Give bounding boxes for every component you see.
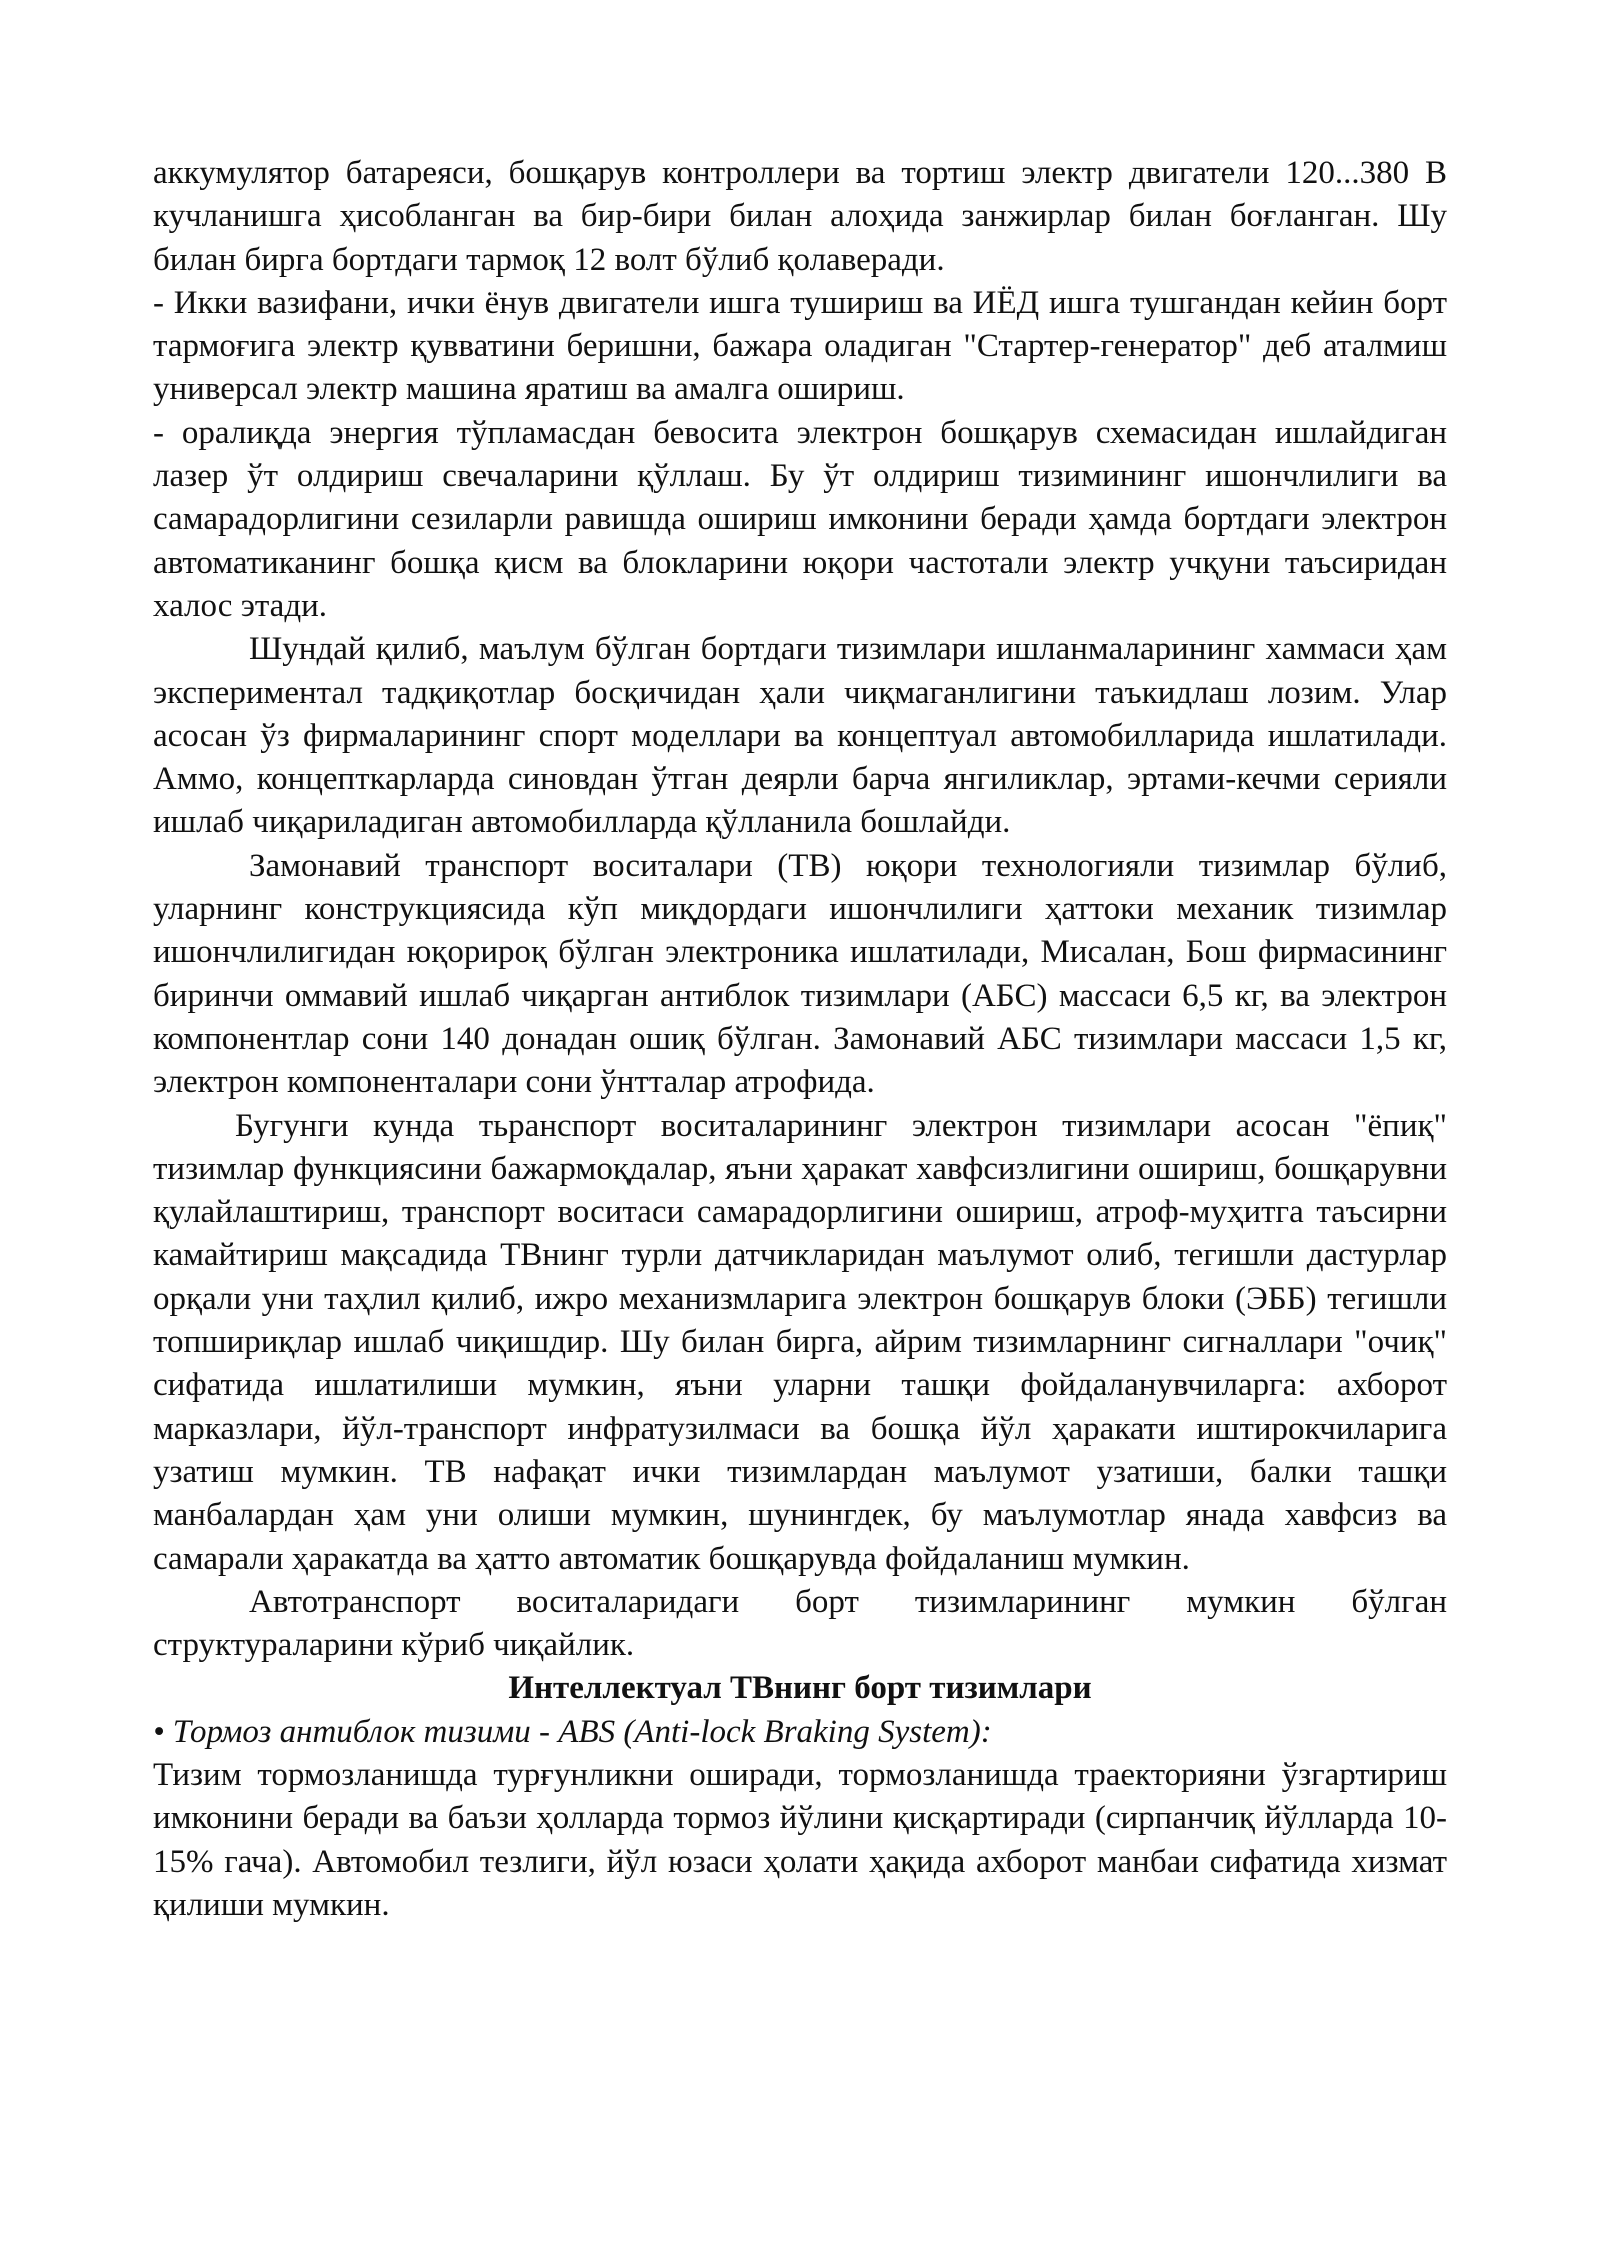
paragraph-3: - оралиқда энергия тўпламасдан бевосита электрон бошқарув схемасидан ишлайдиган лазер ўт олдириш свечаларини қўллаш. Бу ўт олдириш тизимининг ишончлилиги ва самарадорлигини сезиларли равишда ошириш имконини беради ҳамда бортдаги электрон автоматиканинг бошқа қисм ва блокларини юқори частотали электр учқуни таъсиридан халос этади. xyxy=(153,414,1447,624)
document-page xyxy=(153,152,1447,1927)
paragraph-4: Шундай қилиб, маълум бўлган бортдаги тизимлари ишланмаларининг хаммаси ҳам экспериментал тадқиқотлар босқичидан ҳали чиқмаганлигини таъкидлаш лозим. Улар асосан ўз фирмаларининг спорт моделлари ва концептуал автомобилларида ишлатилади. Аммо, концепткарларда синовдан ўтган деярли барча янгиликлар, эртами-кечми серияли ишлаб чиқариладиган автомобилларда қўлланила бошлайди. xyxy=(153,631,1447,841)
paragraph-6: Бугунги кунда тьранспорт воситаларининг электрон тизимлари асосан "ёпиқ" тизимлар функциясини бажармоқдалар, яъни ҳаракат хавфсизлигини ошириш, бошқарувни қулайлаштириш, транспорт воситаси самарадорлигини ошириш, атроф-муҳитга таъсирни камайтириш мақсадида ТВнинг турли датчикларидан маълумот олиб, тегишли дастурлар орқали уни таҳлил қилиб, ижро механизмларига электрон бошқарув блоки (ЭББ) тегишли топшириқлар ишлаб чиқишдир. Шу билан бирга, айрим тизимларнинг сигналлари "очиқ" сифатида ишлатилиши мумкин, яъни уларни ташқи фойдаланувчиларга: ахборот марказлари, йўл-транспорт инфратузилмаси ва бошқа йўл ҳаракати иштирокчиларига узатиш мумкин. ТВ нафақат ички тизимлардан маълумот узатиши, балки ташқи манбалардан ҳам уни олиши мумкин, шунингдек, бу маълумотлар янада хавфсиз ва самарали ҳаракатда ва ҳатто автоматик бошқарувда фойдаланиш мумкин. xyxy=(153,1107,1447,1577)
section-heading: Интеллектуал ТВнинг борт тизимлари xyxy=(508,1670,1092,1707)
paragraph-2: - Икки вазифани, ички ёнув двигатели ишга тушириш ва ИЁД ишга тушгандан кейин борт тармоғига электр қувватини беришни, бажара оладиган "Стартер-генератор" деб аталмиш универсал электр машина яратиш ва амалга ошириш. xyxy=(153,284,1447,408)
paragraph-1: аккумулятор батареяси, бошқарув контроллери ва тортиш электр двигатели 120...380 В кучланишга ҳисобланган ва бир-бири билан алоҳида занжирлар билан боғланган. Шу билан бирга бортдаги тармоқ 12 волт бўлиб қолаверади. xyxy=(153,155,1447,278)
bullet-item-abs: • Тормоз антиблок тизими - ABS (Anti-lock Braking System): xyxy=(153,1713,992,1750)
paragraph-7: Автотранспорт воситаларидаги борт тизимларининг мумкин бўлган структураларини кўриб чиқайлик. xyxy=(153,1583,1447,1664)
paragraph-8: Тизим тормозланишда турғунликни оширади, тормозланишда траекторияни ўзгартириш имконини беради ва баъзи ҳолларда тормоз йўлини қисқартиради (сирпанчиқ йўлларда 10-15% гача). Автомобил тезлиги, йўл юзаси ҳолати ҳақида ахборот манбаи сифатида хизмат қилиши мумкин. xyxy=(153,1756,1447,1923)
paragraph-5: Замонавий транспорт воситалари (ТВ) юқори технологияли тизимлар бўлиб, уларнинг конструкциясида кўп миқдордаги ишончлилиги ҳаттоки механик тизимлар ишончлилигидан юқорироқ бўлган электроника ишлатилади, Мисалан, Бош фирмасининг биринчи оммавий ишлаб чиқарган антиблок тизимлари (АБС) массаси 6,5 кг, ва электрон компонентлар сони 140 донадан ошиқ бўлган. Замонавий АБС тизимлари массаси 1,5 кг, электрон компоненталари сони ўнтталар атрофида. xyxy=(153,847,1447,1101)
